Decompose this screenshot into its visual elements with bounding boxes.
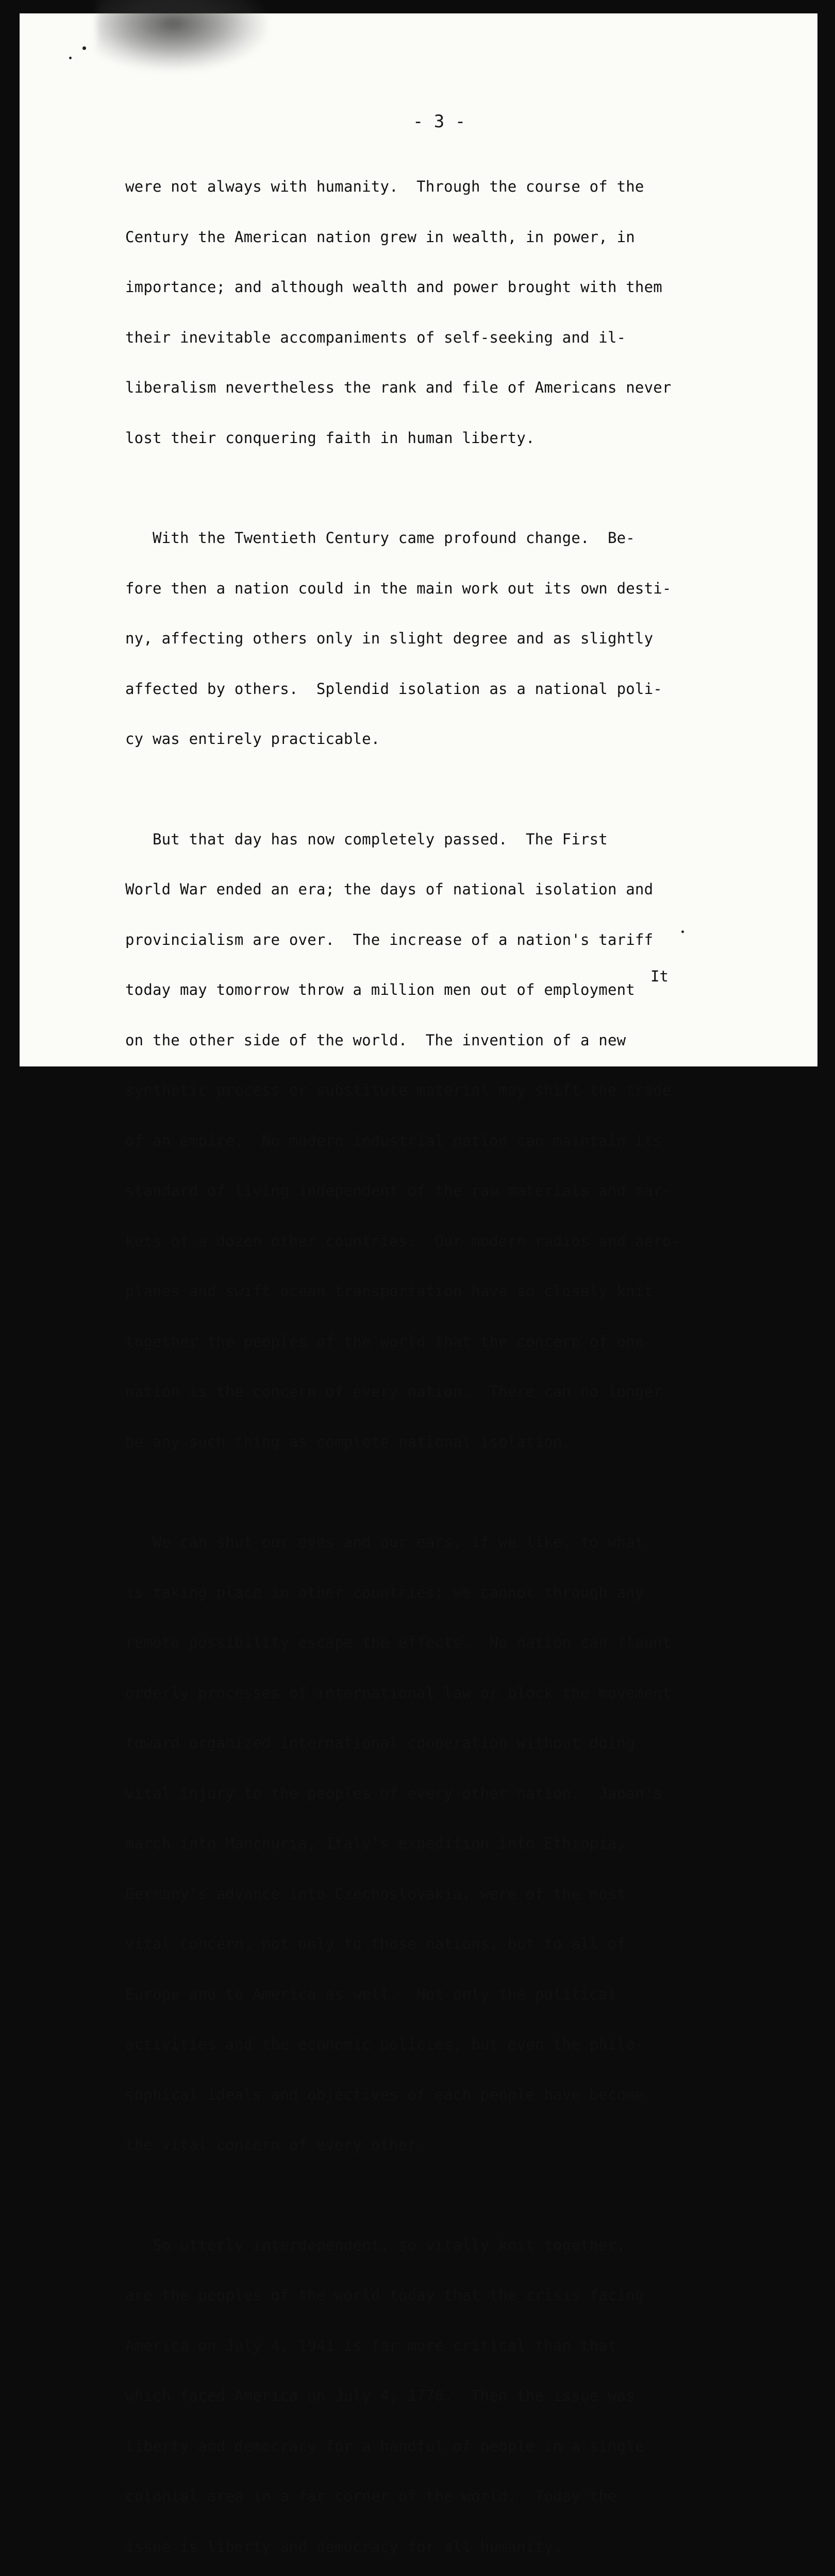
text-line: together the peoples of the world that the concern of one xyxy=(125,1333,775,1350)
text-line: We can shut our eyes and our ears, if we like, to what xyxy=(125,1534,775,1551)
text-line: standard of living independent of the raw materials and mar- xyxy=(125,1182,775,1199)
text-line: importance; and although wealth and power brought with them xyxy=(125,279,775,296)
ink-speck xyxy=(82,46,86,50)
paragraph xyxy=(125,1500,775,2187)
text-line: their inevitable accompaniments of self-seeking and il- xyxy=(125,329,775,346)
text-line: vital concern, not only to those nations, but to all of xyxy=(125,1936,775,1953)
text-line: America on July 4, 1941 is far more critical than that xyxy=(125,2337,775,2354)
text-line: So utterly interdependent, so vitally knit together, xyxy=(125,2237,775,2254)
text-line: liberalism nevertheless the rank and file of Americans never xyxy=(125,379,775,396)
text-line: World War ended an era; the days of national isolation and xyxy=(125,881,775,898)
text-line: were not always with humanity. Through the course of the xyxy=(125,178,775,195)
text-line: are the peoples of the world today that the crisis facing xyxy=(125,2287,775,2304)
page-number: - 3 - xyxy=(20,111,817,132)
text-line: lost their conquering faith in human liberty. xyxy=(125,430,775,447)
text-line: remote possibility escape the effects. No nation can flaunt xyxy=(125,1634,775,1651)
paragraph xyxy=(125,145,775,480)
text-line: affected by others. Splendid isolation as a national poli- xyxy=(125,681,775,698)
document-page xyxy=(20,13,817,1066)
text-line: colonial area in a far corner of the world. Today the xyxy=(125,2488,775,2505)
ink-smudge xyxy=(97,0,267,70)
text-line: Europe and to America as well. Not only the political xyxy=(125,1986,775,2003)
text-line: cy was entirely practicable. xyxy=(125,731,775,748)
text-line: provincialism are over. The increase of a nation's tariff xyxy=(125,931,775,948)
text-line: sophical ideals and objectives of each people have become xyxy=(125,2087,775,2104)
text-line: Century the American nation grew in wealth, in power, in xyxy=(125,229,775,246)
text-line: the vital concern of every other. xyxy=(125,2137,775,2154)
text-line: With the Twentieth Century came profound change. Be- xyxy=(125,530,775,547)
text-line: issue is liberty and democracy for all humanity. xyxy=(125,2538,775,2555)
text-line: But that day has now completely passed. The First xyxy=(125,831,775,848)
text-line: ny, affecting others only in slight degree and as slightly xyxy=(125,630,775,647)
text-line: be any such thing as complete national isolation. xyxy=(125,1434,775,1451)
ink-speck xyxy=(69,57,72,59)
paragraph xyxy=(125,2204,775,2576)
body-text xyxy=(125,145,775,2576)
text-line: march into Manchuria, Italy's expedition into Ethiopia, xyxy=(125,1835,775,1852)
text-line: of an empire. No modern industrial nation can maintain its xyxy=(125,1132,775,1149)
text-line: toward organized international cooperation without doing xyxy=(125,1735,775,1752)
text-line: which faced America on July 4, 1776. Then the issue was xyxy=(125,2387,775,2404)
paragraph xyxy=(125,798,775,1484)
text-line: today may tomorrow throw a million men out of employment xyxy=(125,981,775,998)
text-line: orderly processes of international law or block the movement xyxy=(125,1685,775,1702)
text-line: synthetic process or substitute material may shift the trade xyxy=(125,1082,775,1099)
text-line: nation is the concern of every nation. There can no longer xyxy=(125,1383,775,1400)
catchword: It xyxy=(650,968,669,985)
text-line: on the other side of the world. The invention of a new xyxy=(125,1032,775,1049)
text-line: planes and swift ocean transportation have so closely knit xyxy=(125,1283,775,1300)
text-line: activities and the economic policies, but even the philo- xyxy=(125,2036,775,2053)
text-line: fore then a nation could in the main work out its own desti- xyxy=(125,580,775,597)
text-line: vital injury to the peoples of every other nation. Japan's xyxy=(125,1785,775,1802)
text-line: kets of a dozen other countries. Our modern radios and aero- xyxy=(125,1233,775,1250)
paragraph xyxy=(125,496,775,781)
text-line: is taking place in other countries; we cannot through any xyxy=(125,1584,775,1601)
text-line: Germany's advance into Czechoslovakia, were of the most xyxy=(125,1886,775,1903)
text-line: liberty and democracy for a handful of people in a single xyxy=(125,2438,775,2455)
